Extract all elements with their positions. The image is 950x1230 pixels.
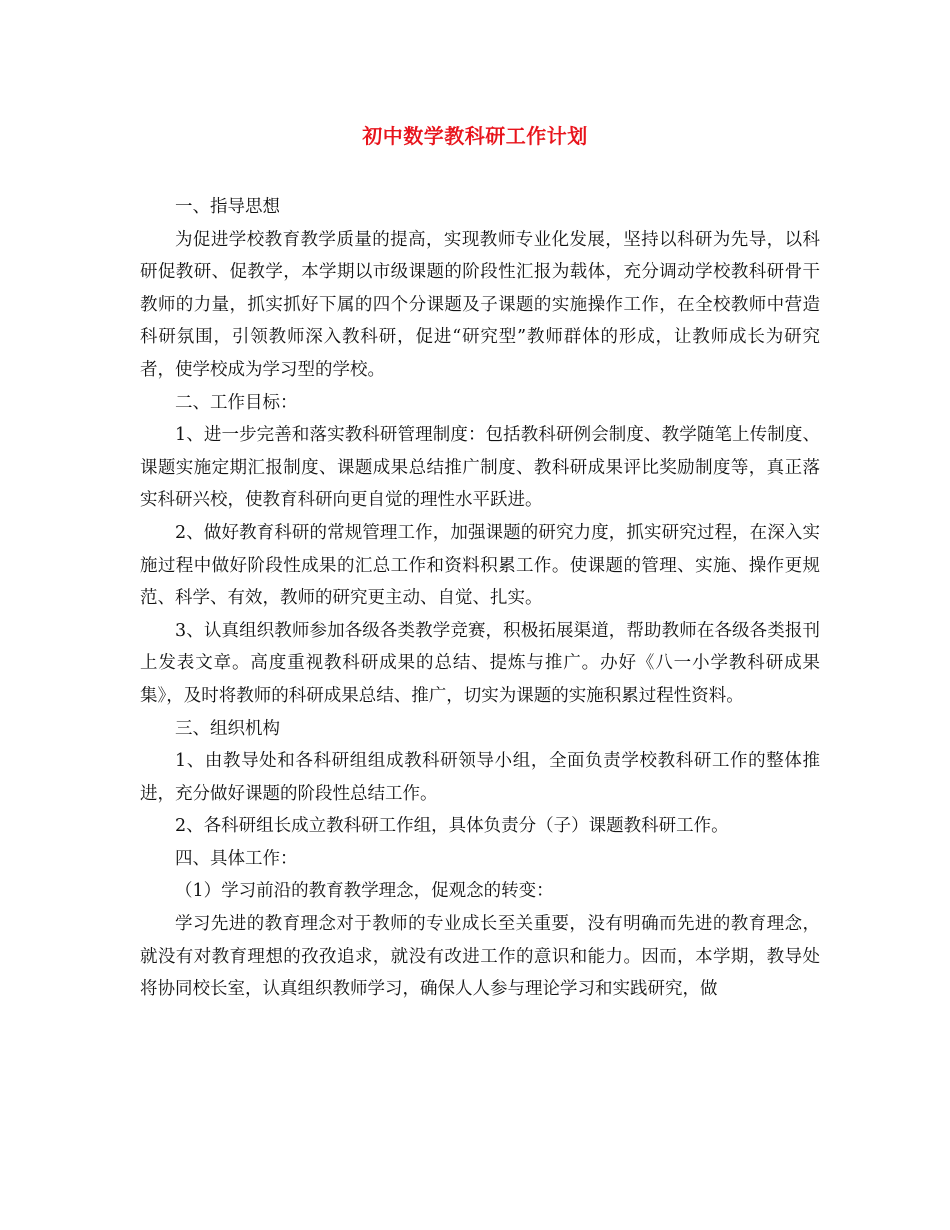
paragraph: 2、做好教育科研的常规管理工作，加强课题的研究力度，抓实研究过程，在深入实施过程中做好阶段性成果的汇总工作和资料积累工作。使课题的管理、实施、操作更规范、科学、有效，教师的研究更主动、自觉、扎实。 xyxy=(140,522,820,609)
document-title: 初中数学教科研工作计划 xyxy=(362,124,588,148)
paragraph: 3、认真组织教师参加各级各类教学竞赛，积极拓展渠道，帮助教师在各级各类报刊上发表文章。高度重视教科研成果的总结、提炼与推广。办好《八一小学教科研成果集》，及时将教师的科研成果总结、推广，切实为课题的实施积累过程性资料。 xyxy=(140,620,820,706)
section-heading: 一、指导思想 xyxy=(175,197,280,217)
paragraph: 1、由教导处和各科研组组成教科研领导小组，全面负责学校教科研工作的整体推进，充分做好课题的阶段性总结工作。 xyxy=(140,751,820,804)
section-heading: 二、工作目标： xyxy=(175,392,298,413)
paragraph: 为促进学校教育教学质量的提高，实现教师专业化发展，坚持以科研为先导，以科研促教研、促教学，本学期以市级课题的阶段性汇报为载体，充分调动学校教科研骨干教师的力量，抓实抓好下属的四个分课题及子课题的实施操作工作，在全校教师中营造科研氛围，引领教师深入教科研，促进“研究型”教师群体的形成，让教师成长为研究者，使学校成为学习型的学校。 xyxy=(140,229,820,380)
paragraph: 2、各科研组长成立教科研工作组，具体负责分（子）课题教科研工作。 xyxy=(175,816,729,837)
section-heading: 四、具体工作： xyxy=(175,848,298,869)
section-heading: 三、组织机构 xyxy=(175,718,280,739)
document-body xyxy=(140,191,820,1006)
paragraph: 1、进一步完善和落实教科研管理制度：包括教科研例会制度、教学随笔上传制度、课题实施定期汇报制度、课题成果总结推广制度、教科研成果评比奖励制度等，真正落实科研兴校，使教育科研向更自觉的理性水平跃进。 xyxy=(140,425,820,511)
paragraph: 学习先进的教育理念对于教师的专业成长至关重要，没有明确而先进的教育理念，就没有对教育理想的孜孜追求，就没有改进工作的意识和能力。因而，本学期，教导处将协同校长室，认真组织教师学习，确保人人参与理论学习和实践研究，做 xyxy=(140,914,820,1000)
subsection-heading: （1）学习前沿的教育教学理念，促观念的转变： xyxy=(175,881,554,902)
